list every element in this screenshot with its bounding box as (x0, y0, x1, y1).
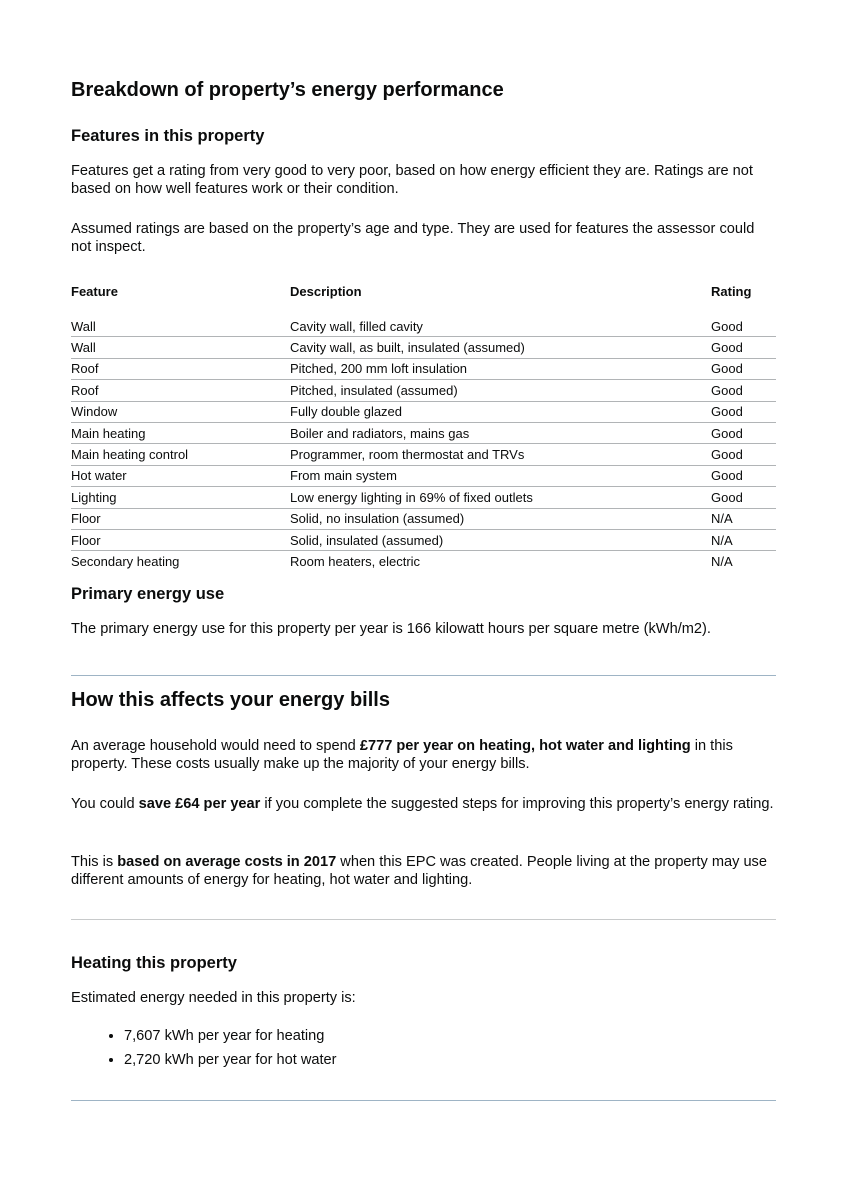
table-row (71, 422, 776, 443)
table-row (71, 551, 776, 572)
breakdown-title: Breakdown of property’s energy performance (71, 79, 504, 101)
heating-heading: Heating this property (71, 954, 237, 972)
bills-p2-text-end: if you complete the suggested steps for improving this property’s energy rating. (260, 796, 774, 812)
description-cell: Cavity wall, filled cavity (290, 316, 711, 337)
rating-cell: Good (711, 465, 776, 486)
description-cell: Solid, insulated (assumed) (290, 529, 711, 550)
description-cell: From main system (290, 465, 711, 486)
bills-basis-text (71, 853, 777, 889)
table-row (71, 529, 776, 550)
column-header-description: Description (290, 284, 362, 299)
column-header-rating: Rating (711, 284, 752, 299)
bills-p1-emphasis: £777 per year on heating, hot water and lighting (359, 738, 691, 754)
rating-cell: Good (711, 380, 776, 401)
description-cell: Fully double glazed (290, 401, 711, 422)
heating-energy-list (71, 1025, 337, 1072)
description-cell: Room heaters, electric (290, 553, 421, 569)
table-row (71, 465, 776, 486)
feature-cell: Lighting (71, 487, 290, 508)
bills-p2-emphasis: save £64 per year (138, 796, 261, 812)
description-cell: Low energy lighting in 69% of fixed outlets (290, 487, 711, 508)
bills-p3-text: This is (71, 854, 118, 870)
rating-cell: Good (711, 422, 776, 443)
column-header-feature: Feature (71, 284, 118, 299)
bills-p3-emphasis: based on average costs in 2017 (117, 854, 337, 870)
table-row (71, 316, 776, 337)
feature-cell: Wall (71, 337, 290, 358)
heating-intro: Estimated energy needed in this property is: (71, 990, 356, 1006)
rating-cell: Good (711, 358, 776, 379)
bills-p1-text: An average household would need to spend (71, 738, 360, 754)
primary-energy-text: The primary energy use for this property per year is 166 kilowatt hours per square metre (kWh/m2). (71, 621, 711, 637)
list-item: • 7,607 kWh per year for heating (124, 1025, 337, 1049)
bills-savings-text (71, 795, 777, 813)
feature-cell: Window (71, 401, 290, 422)
features-table (71, 284, 776, 572)
bills-p2-text: You could (71, 796, 139, 812)
description-cell: Solid, no insulation (assumed) (290, 508, 711, 529)
feature-cell: Floor (71, 508, 290, 529)
rating-cell: N/A (711, 508, 776, 529)
table-row (71, 358, 776, 379)
feature-cell: Main heating (71, 422, 290, 443)
description-cell: Pitched, insulated (assumed) (290, 380, 711, 401)
feature-cell: Roof (71, 358, 290, 379)
feature-cell: Roof (71, 380, 290, 401)
features-heading: Features in this property (71, 127, 265, 145)
table-row (71, 487, 776, 508)
feature-cell: Hot water (71, 465, 290, 486)
table-row (71, 444, 776, 465)
primary-energy-heading: Primary energy use (71, 585, 225, 603)
description-cell: Pitched, 200 mm loft insulation (290, 358, 711, 379)
bills-p1-text-end: in this property. These costs usually make up the majority of your energy bills. (71, 738, 733, 772)
feature-cell: Wall (71, 316, 290, 337)
feature-cell: Floor (71, 529, 290, 550)
section-divider (71, 675, 776, 676)
table-row (71, 337, 776, 358)
description-cell: Boiler and radiators, mains gas (290, 422, 711, 443)
rating-cell: Good (711, 487, 776, 508)
features-intro-2: Assumed ratings are based on the property’s age and type. They are used for features the assessor could not inspect. (71, 221, 755, 255)
features-intro-1: Features get a rating from very good to very poor, based on how energy efficient they are. Ratings are not based on how well features work or their condition. (71, 163, 753, 197)
rating-cell: N/A (711, 529, 776, 550)
bills-p3-text-end: when this EPC was created. People living at the property may use different amounts of energy for heating, hot water and lighting. (71, 854, 767, 888)
description-cell: Cavity wall, as built, insulated (assumed) (290, 337, 711, 358)
table-row (71, 380, 776, 401)
rating-cell: Good (711, 337, 776, 358)
list-item: • 2,720 kWh per year for hot water (124, 1049, 337, 1073)
subsection-divider (71, 919, 776, 920)
bills-average-cost-text (71, 737, 777, 773)
bills-title: How this affects your energy bills (71, 689, 390, 711)
rating-cell: Good (711, 444, 776, 465)
table-header-row (71, 284, 776, 316)
feature-cell: Main heating control (71, 444, 290, 465)
table-row (71, 508, 776, 529)
feature-cell: Secondary heating (71, 553, 180, 569)
section-divider-bottom (71, 1100, 776, 1101)
rating-cell: N/A (711, 553, 733, 569)
rating-cell: Good (711, 401, 776, 422)
description-cell: Programmer, room thermostat and TRVs (290, 444, 711, 465)
rating-cell: Good (711, 316, 776, 337)
table-row (71, 401, 776, 422)
